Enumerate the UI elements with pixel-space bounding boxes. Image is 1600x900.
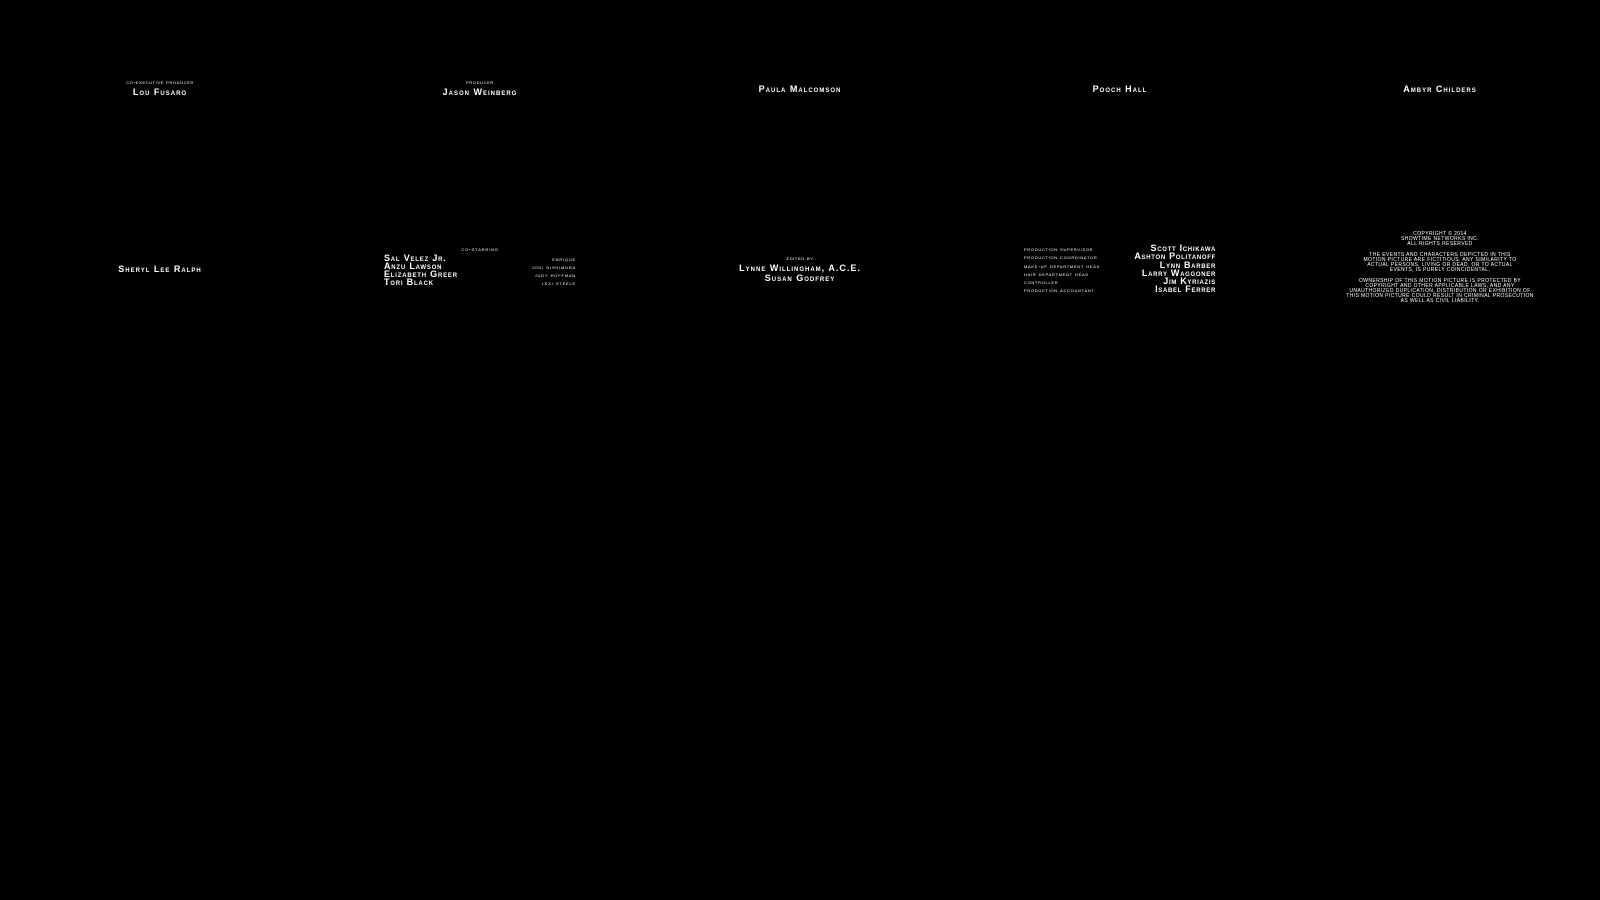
credit-cast-ambyr [1280, 84, 1600, 94]
credit-cast-paula [640, 84, 960, 94]
legal-notice [1340, 232, 1540, 310]
credit-name: Paula Malcomson [758, 84, 842, 94]
crew-person: Jim Kyriazis [1163, 276, 1216, 287]
crew-row [1024, 285, 1216, 293]
crew-person: Lynn Barber [1159, 259, 1216, 270]
copyright-line: COPYRIGHT © 2014 [1413, 231, 1467, 237]
credit-co-executive-producer [0, 80, 320, 97]
fiction-disclaimer [1340, 253, 1540, 273]
costar-character: jodi nishimura [531, 265, 576, 271]
copyright-notice [1340, 232, 1540, 247]
credit-role: co-executive producer [126, 80, 194, 86]
copyright-line: SHOWTIME NETWORKS INC. [1401, 236, 1479, 242]
crew-block [1024, 244, 1216, 294]
credit-name: Pooch Hall [1092, 84, 1148, 94]
disclaimer-line: MOTION PICTURE ARE FICTITIOUS. ANY SIMILARITY TO [1363, 257, 1517, 263]
ownership-line: THIS MOTION PICTURE COULD RESULT IN CRIMINAL PROSECUTION [1346, 293, 1534, 299]
costar-row [384, 278, 576, 286]
credit-cast-sheryl [0, 264, 320, 274]
credit-name: Lynne Willingham, A.C.E. [739, 263, 861, 273]
credit-cast-pooch [960, 84, 1280, 94]
ownership-line: OWNERSHIP OF THIS MOTION PICTURE IS PROTECTED BY [1358, 278, 1522, 284]
crew-job: production coordinator [1024, 255, 1098, 262]
crew-person: Isabel Ferrer [1155, 284, 1216, 295]
credit-name: Susan Godfrey [764, 273, 836, 283]
crew-job: production supervisor [1024, 247, 1094, 253]
crew-person: Scott Ichikawa [1150, 243, 1216, 253]
ownership-notice [1340, 279, 1540, 304]
credit-name: Jason Weinberg [442, 87, 518, 97]
credit-name: Lou Fusaro [132, 87, 188, 97]
costar-actor: Tori Black [384, 277, 434, 287]
disclaimer-line: EVENTS, IS PURELY COINCIDENTAL. [1389, 267, 1491, 273]
costar-character: lexi steele [541, 281, 576, 287]
crew-job: controller [1024, 280, 1059, 287]
credit-name: Sheryl Lee Ralph [118, 264, 202, 274]
crew-person: Ashton Politanoff [1134, 251, 1216, 262]
costar-actor: Anzu Lawson [384, 261, 443, 271]
ownership-line: COPYRIGHT AND OTHER APPLICABLE LAWS, AND ANY [1365, 283, 1515, 289]
costar-character: judy hoffman [534, 273, 576, 279]
costarring-heading: co-starring [461, 247, 499, 253]
costar-character: enrique [552, 257, 576, 263]
disclaimer-line: ACTUAL PERSONS, LIVING OR DEAD, OR TO ACTUAL [1367, 262, 1513, 268]
credit-name: Ambyr Childers [1403, 84, 1477, 94]
crew-job: production accountant [1024, 288, 1095, 295]
ownership-line: AS WELL AS CIVIL LIABILITY. [1400, 298, 1480, 304]
copyright-line: ALL RIGHTS RESERVED [1407, 241, 1473, 247]
ownership-line: UNAUTHORIZED DUPLICATION, DISTRIBUTION OR EXHIBITION OF [1349, 288, 1531, 294]
costar-actor: Sal Velez Jr. [384, 253, 447, 263]
credit-editors [640, 256, 960, 283]
crew-person: Larry Waggoner [1141, 267, 1216, 278]
credit-role: producer [466, 80, 494, 86]
crew-job: make-up department head [1024, 263, 1101, 270]
crew-job: hair department head [1024, 271, 1089, 278]
costarring-block [384, 246, 576, 286]
credit-role: edited by [786, 256, 814, 262]
disclaimer-line: THE EVENTS AND CHARACTERS DEPICTED IN THIS [1369, 252, 1511, 258]
credit-producer [320, 80, 640, 97]
costar-actor: Elizabeth Greer [384, 269, 458, 279]
